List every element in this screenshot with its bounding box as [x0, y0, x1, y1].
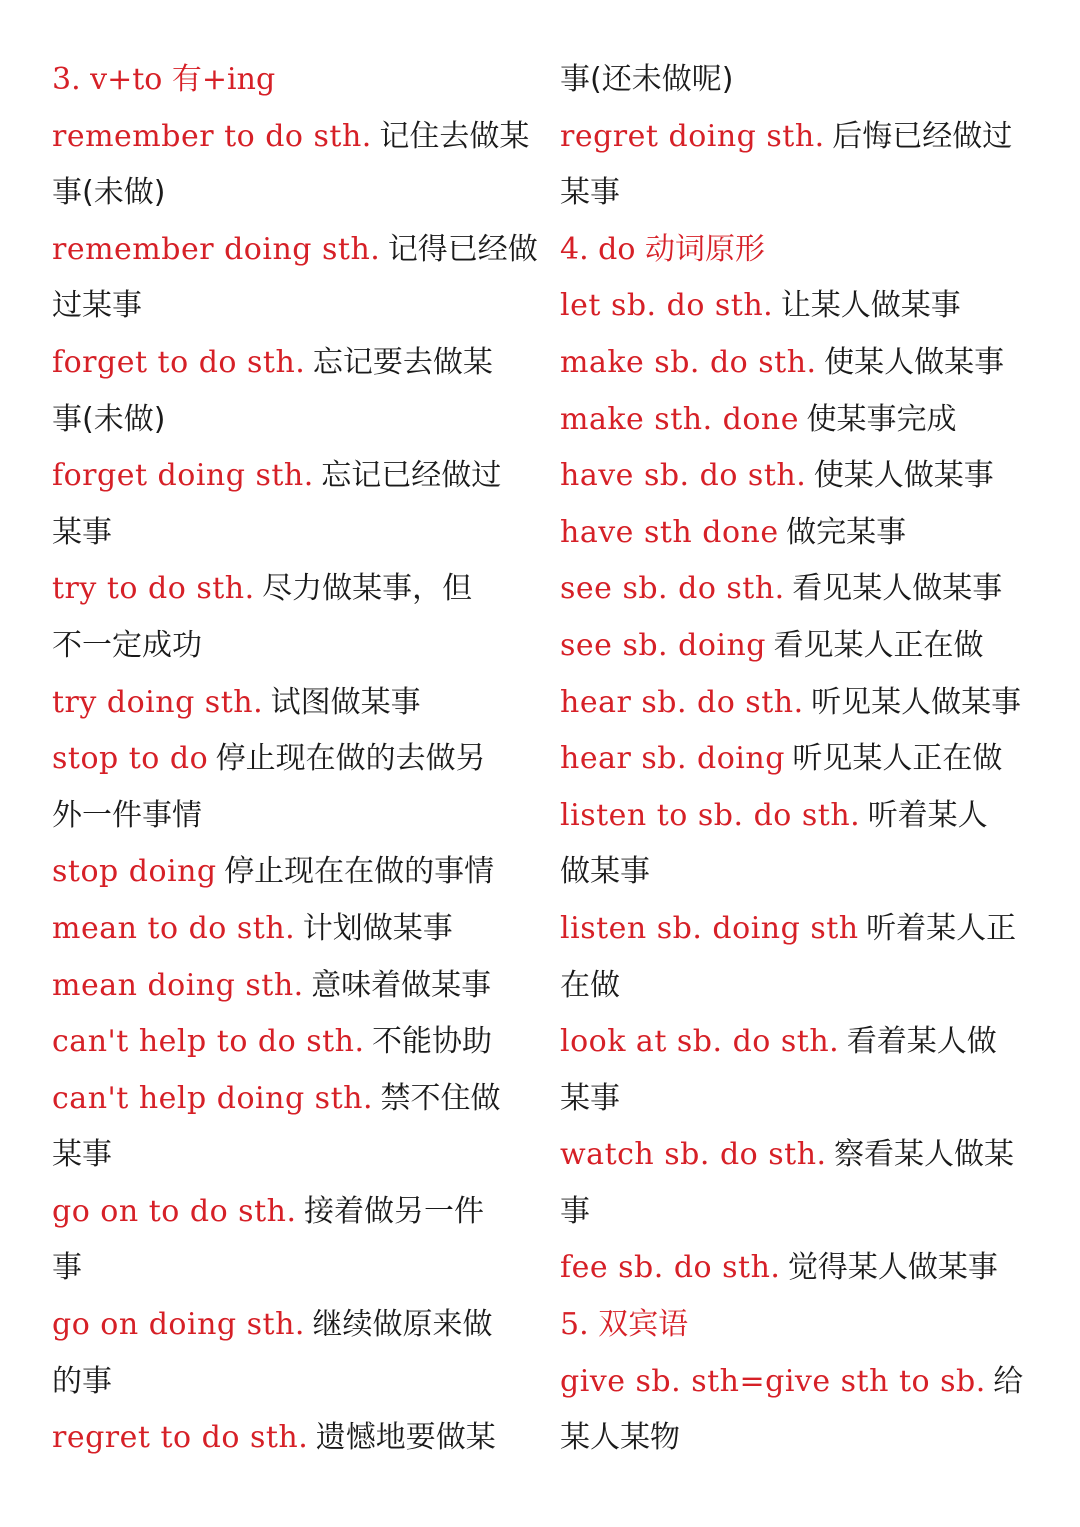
- phrase-line: [560, 1354, 1030, 1411]
- phrase-line: [52, 731, 522, 788]
- phrase-chinese: 做某事: [560, 854, 650, 890]
- continuation-line: [560, 52, 1030, 109]
- phrase-line: [560, 788, 1030, 845]
- phrase-line: [52, 561, 522, 618]
- phrase-line: [52, 448, 522, 505]
- phrase-chinese: 使某人做某事: [824, 344, 1005, 380]
- section-heading: [560, 1297, 1030, 1354]
- phrase-chinese: 听见某人正在做: [792, 741, 1003, 777]
- phrase-chinese: 记得已经做: [387, 231, 538, 267]
- phrase-chinese: 事(还未做呢): [560, 62, 734, 97]
- right-column: [560, 52, 1030, 1527]
- continuation-line: [52, 278, 522, 335]
- section-heading-text: 4. do 动词原形: [560, 231, 765, 267]
- phrase-line: [560, 731, 1030, 788]
- phrase-chinese: 使某事完成: [806, 401, 957, 437]
- phrase-line: [560, 505, 1030, 562]
- phrase-chinese: 外一件事情: [52, 797, 202, 833]
- phrase-chinese: 看见某人正在做: [773, 627, 984, 663]
- phrase-line: [560, 1127, 1030, 1184]
- continuation-line: [52, 392, 522, 449]
- phrase-line: [560, 901, 1030, 958]
- phrase-chinese: 使某人做某事: [813, 458, 994, 494]
- phrase-chinese: 不能协助: [372, 1024, 493, 1060]
- phrase-chinese: 事(未做): [52, 401, 166, 437]
- phrase-english: listen to sb. do sth.: [560, 797, 861, 833]
- phrase-english: stop to do: [52, 741, 209, 777]
- phrase-chinese: 听见某人做某事: [811, 684, 1022, 720]
- phrase-line: [52, 1297, 522, 1354]
- phrase-line: [560, 1240, 1030, 1297]
- phrase-english: fee sb. do sth.: [560, 1250, 781, 1286]
- phrase-chinese: 某事: [52, 1137, 112, 1173]
- phrase-line: [560, 1014, 1030, 1071]
- phrase-chinese: 的事: [52, 1363, 112, 1399]
- phrase-chinese: 看着某人做: [846, 1024, 997, 1060]
- phrase-chinese: 做完某事: [786, 514, 907, 550]
- continuation-line: [52, 1354, 522, 1411]
- phrase-english: forget doing sth.: [52, 458, 314, 494]
- phrase-chinese: 给: [993, 1363, 1024, 1399]
- phrase-line: [52, 1410, 522, 1467]
- phrase-line: [560, 278, 1030, 335]
- phrase-english: regret to do sth.: [52, 1420, 309, 1456]
- phrase-line: [52, 844, 522, 901]
- phrase-chinese: 停止现在做的去做另: [215, 741, 486, 777]
- phrase-chinese: 记住去做某: [379, 118, 530, 154]
- phrase-chinese: 某事: [560, 175, 620, 211]
- phrase-chinese: 尽力做某事，但: [262, 571, 473, 607]
- phrase-english: mean to do sth.: [52, 910, 296, 946]
- continuation-line: [560, 958, 1030, 1015]
- phrase-chinese: 不一定成功: [52, 627, 202, 663]
- phrase-english: see sb. doing: [560, 627, 766, 663]
- phrase-line: [52, 1184, 522, 1241]
- phrase-chinese: 察看某人做某: [834, 1137, 1015, 1173]
- phrase-english: can't help to do sth.: [52, 1024, 365, 1060]
- phrase-line: [560, 335, 1030, 392]
- phrase-chinese: 听着某人: [867, 797, 988, 833]
- phrase-line: [560, 448, 1030, 505]
- phrase-line: [560, 561, 1030, 618]
- continuation-line: [560, 1410, 1030, 1467]
- continuation-line: [560, 1184, 1030, 1241]
- phrase-chinese: 觉得某人做某事: [787, 1250, 998, 1286]
- phrase-chinese: 某人某物: [560, 1420, 680, 1456]
- phrase-chinese: 某事: [560, 1080, 620, 1116]
- phrase-chinese: 过某事: [52, 288, 142, 324]
- phrase-chinese: 事(未做): [52, 175, 166, 211]
- phrase-english: hear sb. doing: [560, 741, 785, 777]
- phrase-line: [52, 1071, 522, 1128]
- section-heading-text: 3. v+to 有+ing: [52, 62, 276, 97]
- continuation-line: [52, 788, 522, 845]
- phrase-english: make sb. do sth.: [560, 344, 817, 380]
- continuation-line: [52, 618, 522, 675]
- phrase-chinese: 遗憾地要做某: [315, 1420, 496, 1456]
- phrase-chinese: 意味着做某事: [311, 967, 492, 1003]
- phrase-english: let sb. do sth.: [560, 288, 774, 324]
- phrase-english: try to do sth.: [52, 571, 255, 607]
- phrase-chinese: 禁不住做: [380, 1080, 501, 1116]
- phrase-english: make sth. done: [560, 401, 799, 437]
- phrase-english: regret doing sth.: [560, 118, 825, 154]
- continuation-line: [52, 1127, 522, 1184]
- phrase-english: see sb. do sth.: [560, 571, 785, 607]
- phrase-line: [52, 901, 522, 958]
- phrase-chinese: 接着做另一件: [303, 1193, 484, 1229]
- phrase-english: hear sb. do sth.: [560, 684, 804, 720]
- phrase-chinese: 在做: [560, 967, 620, 1003]
- continuation-line: [52, 165, 522, 222]
- phrase-english: go on to do sth.: [52, 1193, 297, 1229]
- phrase-chinese: 看见某人做某事: [792, 571, 1003, 607]
- phrase-english: forget to do sth.: [52, 344, 306, 380]
- left-column: [52, 52, 538, 1527]
- section-heading-text: 5. 双宾语: [560, 1307, 689, 1343]
- phrase-english: watch sb. do sth.: [560, 1137, 827, 1173]
- phrase-line: [52, 109, 530, 166]
- phrase-line: [52, 675, 522, 732]
- phrase-english: give sb. sth=give sth to sb.: [560, 1363, 986, 1399]
- phrase-chinese: 事: [560, 1193, 590, 1229]
- phrase-english: remember to do sth.: [52, 118, 372, 154]
- phrase-english: have sth done: [560, 514, 779, 550]
- section-heading: [560, 222, 1030, 279]
- phrase-english: listen sb. doing sth: [560, 910, 859, 946]
- continuation-line: [560, 165, 1030, 222]
- phrase-chinese: 事: [52, 1250, 82, 1286]
- phrase-english: stop doing: [52, 854, 217, 890]
- phrase-english: can't help doing sth.: [52, 1080, 373, 1116]
- phrase-line: [560, 675, 1030, 732]
- phrase-chinese: 某事: [52, 514, 112, 550]
- continuation-line: [52, 505, 522, 562]
- phrase-chinese: 让某人做某事: [780, 288, 961, 324]
- phrase-line: [52, 1014, 522, 1071]
- phrase-line: [52, 958, 522, 1015]
- phrase-english: try doing sth.: [52, 684, 264, 720]
- phrase-chinese: 停止现在在做的事情: [224, 854, 495, 890]
- phrase-english: look at sb. do sth.: [560, 1024, 840, 1060]
- continuation-line: [560, 844, 1030, 901]
- phrase-line: [560, 618, 1030, 675]
- phrase-chinese: 计划做某事: [302, 910, 453, 946]
- phrase-chinese: 听着某人正: [866, 910, 1017, 946]
- phrase-english: mean doing sth.: [52, 967, 304, 1003]
- phrase-chinese: 忘记要去做某: [312, 344, 493, 380]
- continuation-line: [52, 1240, 522, 1297]
- phrase-chinese: 试图做某事: [270, 684, 421, 720]
- phrase-english: have sb. do sth.: [560, 458, 807, 494]
- continuation-line: [560, 1071, 1030, 1128]
- phrase-english: remember doing sth.: [52, 231, 381, 267]
- phrase-chinese: 继续做原来做: [312, 1307, 493, 1343]
- phrase-chinese: 后悔已经做过: [832, 118, 1013, 154]
- phrase-line: [560, 109, 1030, 166]
- phrase-english: go on doing sth.: [52, 1307, 305, 1343]
- section-heading: [52, 52, 522, 109]
- phrase-line: [560, 392, 1030, 449]
- phrase-chinese: 忘记已经做过: [321, 458, 502, 494]
- phrase-line: [52, 335, 522, 392]
- phrase-line: [52, 222, 538, 279]
